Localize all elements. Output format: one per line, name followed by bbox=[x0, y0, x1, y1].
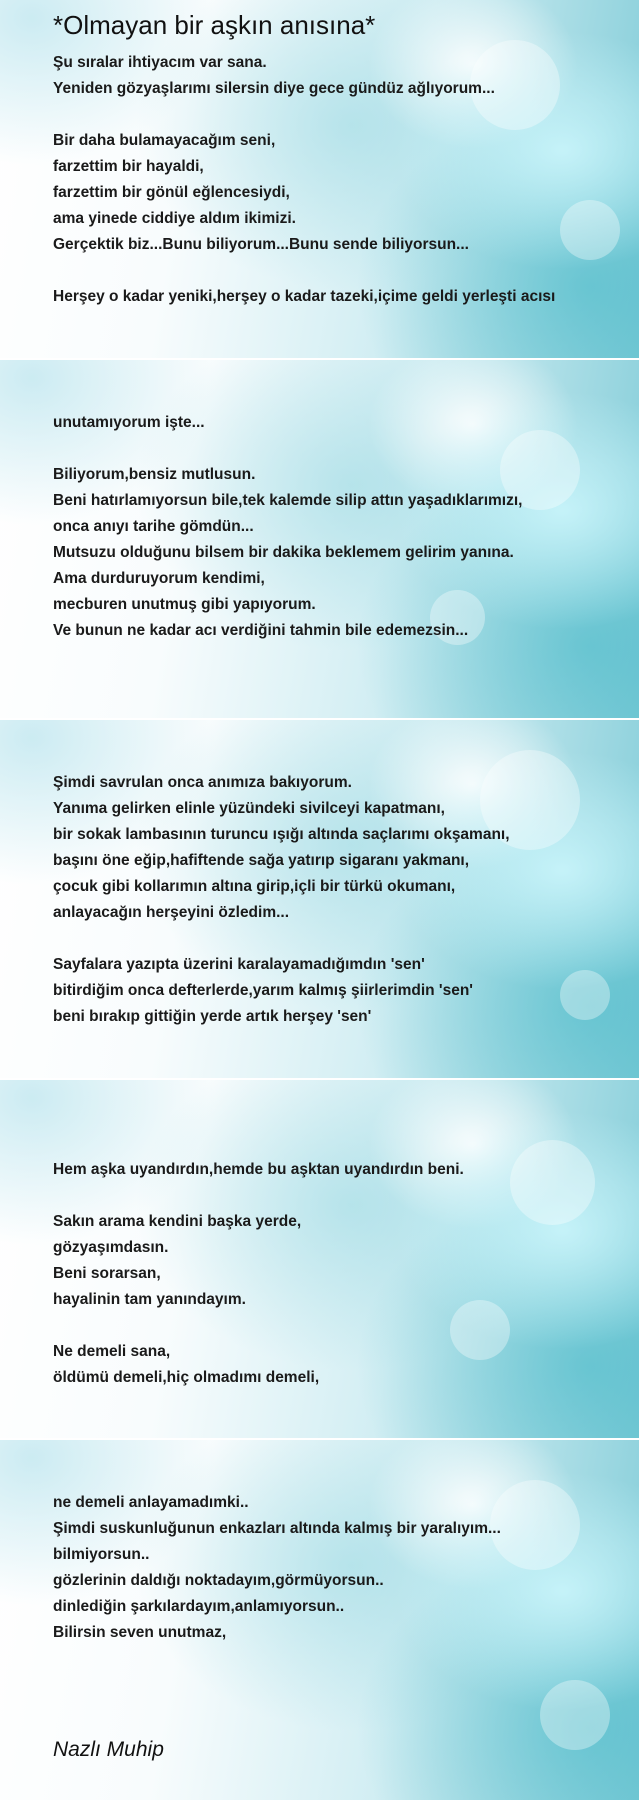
poem-line: başını öne eğip,hafiftende sağa yatırıp sigaranı yakmanı, bbox=[53, 852, 470, 869]
blank-line bbox=[53, 926, 619, 952]
poem-line: onca anıyı tarihe gömdün... bbox=[53, 518, 254, 535]
poem-panel-3 bbox=[0, 720, 639, 1078]
poem-line: Yanıma gelirken elinle yüzündeki sivilceyi kapatmanı, bbox=[53, 800, 445, 817]
poem-line: Yeniden gözyaşlarımı silersin diye gece gündüz ağlıyorum... bbox=[53, 80, 495, 97]
poem-panel-5 bbox=[0, 1440, 639, 1800]
poem-line: Sakın arama kendini başka yerde, bbox=[53, 1213, 302, 1230]
blank-line bbox=[53, 102, 619, 128]
poem-line: hayalinin tam yanındayım. bbox=[53, 1291, 246, 1308]
poem-line: ama yinede ciddiye aldım ikimizi. bbox=[53, 210, 296, 227]
poem-line: öldümü demeli,hiç olmadımı demeli, bbox=[53, 1369, 320, 1386]
poem-line: Şimdi savrulan onca anımıza bakıyorum. bbox=[53, 774, 352, 791]
poem-line: Sayfalara yazıpta üzerini karalayamadığımdın 'sen' bbox=[53, 956, 425, 973]
blank-line bbox=[53, 1313, 619, 1339]
stanza-block-3 bbox=[53, 770, 619, 1030]
poem-line: bir sokak lambasının turuncu ışığı altında saçlarımı okşamanı, bbox=[53, 826, 510, 843]
poem-line: Hem aşka uyandırdın,hemde bu aşktan uyandırdın beni. bbox=[53, 1161, 464, 1178]
poem-line: bitirdiğim onca defterlerde,yarım kalmış şiirlerimdin 'sen' bbox=[53, 982, 473, 999]
poem-line: bilmiyorsun.. bbox=[53, 1546, 150, 1563]
poem-line: Gerçektik biz...Bunu biliyorum...Bunu sende biliyorsun... bbox=[53, 236, 469, 253]
poem-line: Ama durduruyorum kendimi, bbox=[53, 570, 265, 587]
poem-title: *Olmayan bir aşkın anısına* bbox=[53, 10, 376, 40]
stanza-block-1 bbox=[53, 50, 619, 310]
poem-line: Şimdi suskunluğunun enkazları altında kalmış bir yaralıyım... bbox=[53, 1520, 501, 1537]
poem-line: çocuk gibi kollarımın altına girip,içli bir türkü okumanı, bbox=[53, 878, 456, 895]
poem-line: farzettim bir gönül eğlencesiydi, bbox=[53, 184, 290, 201]
poem-line: mecburen unutmuş gibi yapıyorum. bbox=[53, 596, 316, 613]
poem-line: unutamıyorum işte... bbox=[53, 414, 205, 431]
poem-line: Beni sorarsan, bbox=[53, 1265, 161, 1282]
poem-line: beni bırakıp gittiğin yerde artık herşey 'sen' bbox=[53, 1008, 372, 1025]
poem-line: farzettim bir hayaldi, bbox=[53, 158, 204, 175]
poem-panel-2 bbox=[0, 360, 639, 718]
poem-line: Mutsuzu olduğunu bilsem bir dakika beklemem gelirim yanına. bbox=[53, 544, 514, 561]
poem-line: ne demeli anlayamadımki.. bbox=[53, 1494, 249, 1511]
poem-panel-1 bbox=[0, 0, 639, 358]
poem-line: gözlerinin daldığı noktadayım,görmüyorsun.. bbox=[53, 1572, 384, 1589]
poem-line: Ne demeli sana, bbox=[53, 1343, 171, 1360]
poem-line: Herşey o kadar yeniki,herşey o kadar tazeki,içime geldi yerleşti acısı bbox=[53, 288, 556, 305]
poem-line: Ve bunun ne kadar acı verdiğini tahmin bile edemezsin... bbox=[53, 622, 469, 639]
poem-line: Beni hatırlamıyorsun bile,tek kalemde silip attın yaşadıklarımızı, bbox=[53, 492, 523, 509]
stanza-block-4 bbox=[53, 1157, 619, 1391]
poem-line: Bilirsin seven unutmaz, bbox=[53, 1624, 227, 1641]
poem-line: dinlediğin şarkılardayım,anlamıyorsun.. bbox=[53, 1598, 345, 1615]
poem-line: Biliyorum,bensiz mutlusun. bbox=[53, 466, 256, 483]
poem-line: Şu sıralar ihtiyacım var sana. bbox=[53, 54, 267, 71]
blank-line bbox=[53, 436, 619, 462]
blank-line bbox=[53, 1183, 619, 1209]
poem-line: anlayacağın herşeyini özledim... bbox=[53, 904, 290, 921]
stanza-block-5 bbox=[53, 1490, 619, 1646]
author-signature: Nazlı Muhip bbox=[53, 1738, 164, 1761]
poem-panel-4 bbox=[0, 1080, 639, 1438]
stanza-block-2 bbox=[53, 410, 619, 644]
poem-line: Bir daha bulamayacağım seni, bbox=[53, 132, 276, 149]
poem-line: gözyaşımdasın. bbox=[53, 1239, 169, 1256]
blank-line bbox=[53, 258, 619, 284]
